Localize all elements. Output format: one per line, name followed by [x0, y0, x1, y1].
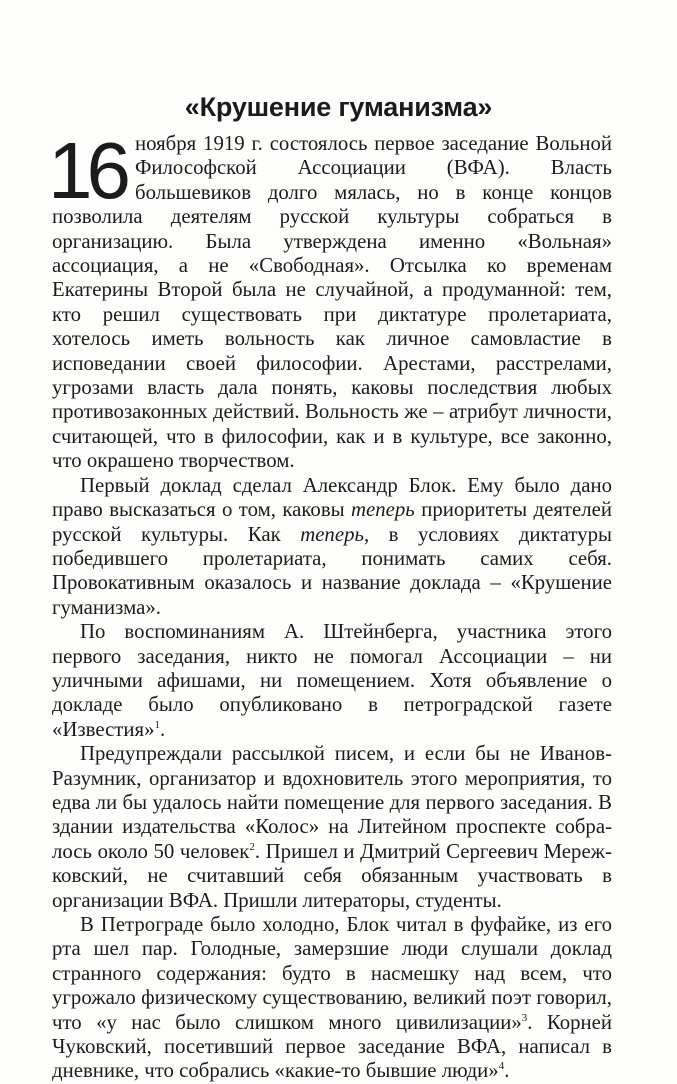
footnote-ref-1: 1 — [154, 718, 160, 731]
footnote-ref-2: 2 — [249, 840, 255, 853]
drop-cap: 16 — [48, 126, 125, 215]
paragraph-2-text-c: , в условиях диктатуры победившего пролетариата, понимать самих себя. Провокативным оказалось и название доклада – «Крушение гуманизма». — [52, 522, 612, 619]
paragraph-4-text-b: . Пришел и Дмитрий Сергеевич Мережковский, не считавший себя обязанным участвовать в организации ВФА. Пришли литераторы, студенты. — [52, 839, 612, 912]
paragraph-2-text-b: приоритеты деятелей русской культуры. Как — [52, 498, 612, 546]
footnote-ref-3: 3 — [521, 1011, 528, 1024]
paragraph-2-text-a: Первый доклад сделал Александр Блок. Ему было дано право высказаться о том, каковы — [52, 473, 612, 522]
paragraph-1 — [48, 126, 612, 474]
paragraph-1-text: ноября 1919 г. состоялось первое заседание Вольной Философской Ассоциации (ВФА). Власть большевиков долго мялась, но в конце концов позволила деятелям русской культуры собраться в организацию. Была утверждена именно «Вольная» ассоциация, а не «Свободная». Отсылка ко временам Екатерины Второй была не случайной, а продуманной: тем, кто решил существовать при диктатуре пролетариата, хотелось иметь вольность как личное самовластие в исповедании своей философии. Арестами, расстрелами, угрозами власть дала понять, каковы последствия любых противозаконных действий. Вольность же – атрибут личности, считающей, что в философии, как и в культуре, все законно, что окрашено творчеством. — [52, 132, 612, 473]
footnote-ref-4: 4 — [498, 1060, 505, 1073]
paragraph-2 — [52, 474, 612, 620]
paragraph-5 — [52, 913, 612, 1084]
chapter-title: «Крушение гуманизма» — [184, 92, 493, 122]
paragraph-4 — [52, 742, 612, 913]
paragraph-5-text-b: . Корней Чуковский, посетивший первое заседание ВФА, написал в дневнике, что собрались «какие-то бывшие люди» — [52, 1010, 612, 1083]
paragraph-4-text-a: Предупреждали рассылкой писем, и если бы не Иванов-Разумник, организатор и вдохновитель этого мероприятия, то едва ли бы удалось найти помещение для первого заседания. В здании издательства «Колос» на Литейном проспекте собралось около 50 человек — [52, 742, 612, 863]
paragraph-3-text-a: По воспоминаниям А. Штейнберга, участника этого первого заседания, никто не помогал Ассоциации – ни уличными афишами, ни помещением. Хотя объявление о докладе было опубликовано в петроградской газете «Известия» — [52, 620, 612, 741]
paragraph-5-text-c: . — [504, 1059, 510, 1083]
body-text — [48, 126, 612, 1084]
paragraph-3 — [52, 620, 612, 742]
emphasis-teper-2: теперь — [300, 522, 364, 546]
paragraph-5-text-a: В Петрограде было холодно, Блок читал в фуфайке, из его рта шел пар. Голодные, замерзшие люди слушали доклад странного содержания: будто в насмешку над всем, что угрожало физическому существованию, великий поэт говорил, что «у нас было слишком много цивилизации» — [52, 913, 612, 1034]
emphasis-teper-1: теперь — [351, 498, 415, 522]
paragraph-3-text-b: . — [160, 717, 166, 741]
